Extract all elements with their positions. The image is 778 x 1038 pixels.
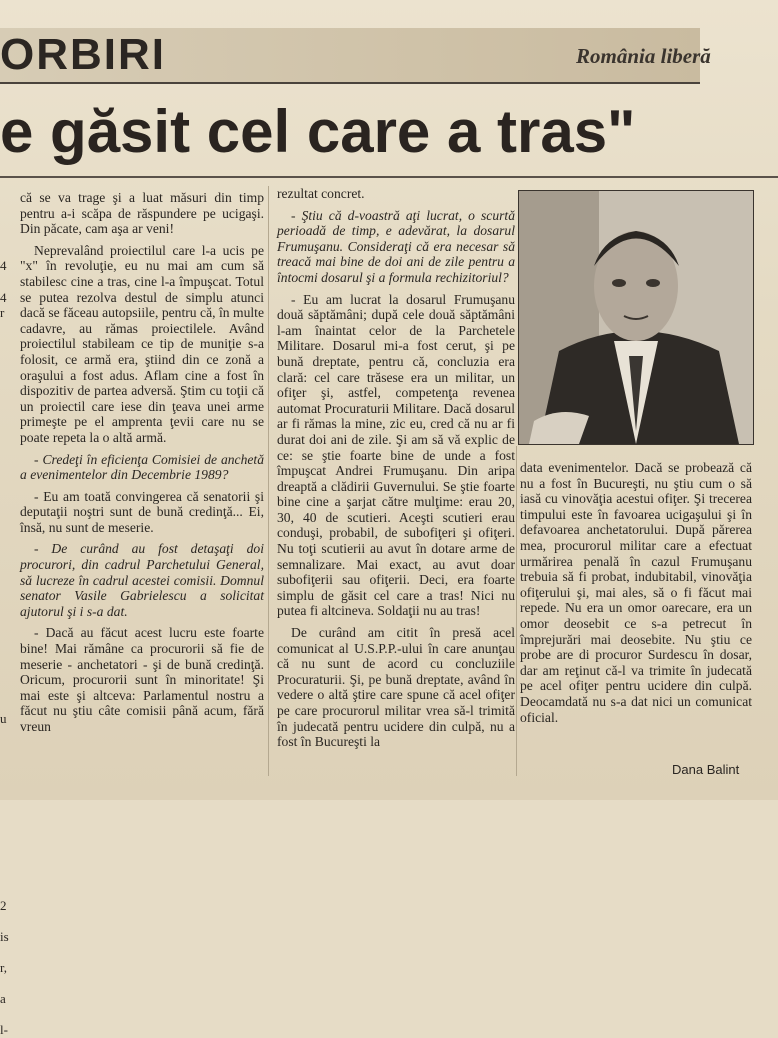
paragraph: - Eu am lucrat la dosarul Frumuşanu două săptămâni; după cele două săptămâni l-am înaintat celor de la Parchetele Militare. Dosarul mi-a fost cerut, şi pe bună dreptate, pentru că, concluzia era clară: cel care trăsese era un militar, un ofiţer şi, astfel, competenţa revenea automat Procuraturii Militare. Dacă dosarul ar fi rămas la mine, zic eu, cred că nu ar fi durat doi ani de zile. Şi am să vă explic de ce: se ştie foarte bine de unde a fost împuşcat Andrei Frumuşanu. Din aripa dreaptă a clădirii Guvernului. Se ştie foarte bine cine a şarjat către mulţime: erau 20, 30, 40 de scutieri. Aceşti scutieri erau conduşi, probabil, de subofiţeri şi ofiţeri. Nu toţi scutierii au avut în dotare arme de semnalizare. Mai exact, au avut doar subofiţerii sau ofiţerii. Deci, era foarte simplu de găsit cel care a tras! Nici nu putea fi altcineva. Soldaţii nu au tras!: [277, 291, 515, 619]
clipped-text-fragment: [0, 196, 14, 212]
clipped-text-fragment: [0, 695, 14, 711]
clipped-text-fragment: [0, 243, 14, 259]
clipped-text-fragment: 4: [0, 258, 7, 274]
clipped-text-fragment: [0, 851, 14, 867]
clipped-text-fragment: [0, 352, 14, 368]
clipped-text-fragment: [0, 508, 14, 524]
clipped-text-fragment: [0, 633, 14, 649]
clipped-column-fragments: [0, 196, 14, 1038]
clipped-text-fragment: [0, 976, 14, 992]
clipped-text-fragment: [0, 414, 14, 430]
paragraph: De curând am citit în presă acel comunicat al U.S.P.P.-ului în care anunţau că nu sunt de acord cu concluziile Procuraturii. Şi, pe bună dreptate, având în vedere o altă ştire care spune că acel ofiţer pe care procurorul militar vrea să-l trimită în judecată pentru ucidere din culpă, nu a fost în Bucureşti la: [277, 625, 515, 750]
clipped-text-fragment: [0, 368, 14, 384]
paragraph: - Eu am toată convingerea că senatorii şi deputaţii noştri sunt de bună credinţă... Ei, însă, nu sunt de meserie.: [20, 488, 264, 535]
paragraph: că se va trage şi a luat măsuri din timp pentru a-i scăpa de răspundere pe ucigaşi. Din păcate, cam aşa ar veni!: [20, 190, 264, 237]
portrait-photo: [518, 190, 754, 445]
clipped-text-fragment: [0, 945, 14, 961]
clipped-text-fragment: [0, 757, 14, 773]
clipped-text-fragment: [0, 789, 14, 805]
clipped-text-fragment: [0, 555, 14, 571]
clipped-text-fragment: [0, 820, 14, 836]
clipped-text-fragment: [0, 742, 14, 758]
paragraph: data evenimentelor. Dacă se probează că nu a fost în Bucureşti, nu ştiu cum o să iasă cu vinovăţia acestui ofiţer. Şi trecerea timpului este în favoarea ucigaşului şi în defavoarea anchetatorului. După părerea mea, procurorul militar care a efectuat urmărirea penală în cazul Frumuşanu trebuia să fi probat, indubitabil, vinovăţia ofiţerului şi, mai ales, să o fi făcut mai repede. Nu era un omor oarecare, era un omor deosebit ce s-a petrecut în împrejurări mai deosebite. Nu ştiu ce probe are di procuror Surdescu în dosar, dar am reţinut că-l va trimite în judecată pe acel ofiţer pentru ucidere din culpă. Deocamdată nu s-a dat nici un comunicat oficial.: [520, 460, 752, 725]
clipped-text-fragment: [0, 274, 14, 290]
headline-rule: [0, 176, 778, 178]
clipped-text-fragment: [0, 446, 14, 462]
article-column-2: [277, 186, 515, 756]
clipped-text-fragment: [0, 570, 14, 586]
clipped-text-fragment: [0, 835, 14, 851]
clipped-text-fragment: [0, 399, 14, 415]
clipped-text-fragment: [0, 804, 14, 820]
paragraph: - Dacă au făcut acest lucru este foarte bine! Mai rămâne ca procurorii să fie de meserie - anchetatori - şi de bună credinţă. Oricum, procurorii sunt în minoritate! Şi mai este şi altceva: Parlamentul nostru a făcut nu ştiu câte comisii până acum, fără vreun: [20, 625, 264, 734]
clipped-text-fragment: [0, 726, 14, 742]
section-title: ORBIRI: [0, 30, 166, 79]
clipped-text-fragment: [0, 523, 14, 539]
column-divider: [516, 446, 517, 776]
clipped-text-fragment: [0, 648, 14, 664]
clipped-text-fragment: [0, 430, 14, 446]
clipped-text-fragment: [0, 617, 14, 633]
clipped-text-fragment: [0, 477, 14, 493]
clipped-text-fragment: r,: [0, 960, 8, 976]
article-column-1: [20, 190, 264, 741]
clipped-text-fragment: 2: [0, 897, 7, 913]
clipped-text-fragment: [0, 492, 14, 508]
author-byline: Dana Balint: [672, 762, 740, 777]
clipped-text-fragment: [0, 882, 14, 898]
clipped-text-fragment: is: [0, 928, 9, 944]
clipped-text-fragment: [0, 539, 14, 555]
clipped-text-fragment: 4: [0, 289, 7, 305]
clipped-text-fragment: [0, 867, 14, 883]
clipped-text-fragment: [0, 383, 14, 399]
clipped-text-fragment: r: [0, 305, 5, 321]
clipped-text-fragment: [0, 321, 14, 337]
clipped-text-fragment: a: [0, 991, 6, 1007]
clipped-text-fragment: [0, 227, 14, 243]
clipped-text-fragment: [0, 461, 14, 477]
clipped-text-fragment: [0, 1007, 14, 1023]
clipped-text-fragment: [0, 773, 14, 789]
paragraph: Neprevalând proiectilul care l-a ucis pe "x" în revoluţie, eu nu mai am cum să stabilesc cine a tras, cine l-a împuşcat. Totul se putea rezolva destul de simplu atunci dacă se făceau autopsiile, pentru că, în multe cadavre, au rămas proiectilele. Având proiectilul stabileam ce tip de muniţie s-a folosit, ce armă era, ştiind din ce zonă a oraşului a fost adus. Aflam cine a fost în dispozitiv de partea adversă. Ştim cu toţii că un proiectil care iese din ţeava unei arme primeşte pe el amprenta ţevii care nu se poate repeta la o altă armă.: [20, 242, 264, 445]
question: - Credeţi în eficienţa Comisiei de anchetă a evenimentelor din Decembrie 1989?: [20, 451, 264, 483]
clipped-text-fragment: [0, 586, 14, 602]
clipped-text-fragment: [0, 913, 14, 929]
headline: e găsit cel care a tras": [0, 98, 636, 165]
question: - Ştiu că d-voastră aţi lucrat, o scurtă perioadă de timp, e adevărat, la dosarul Frumuşanu. Consideraţi că era necesar să treacă mai bine de doi ani de zile pentru a întocmi dosarul şi a formula rechizitoriul?: [277, 207, 515, 285]
clipped-text-fragment: l-: [0, 1022, 8, 1038]
portrait-figure: [519, 191, 753, 444]
clipped-text-fragment: u: [0, 710, 7, 726]
clipped-text-fragment: [0, 664, 14, 680]
clipped-text-fragment: [0, 336, 14, 352]
column-divider: [268, 186, 269, 776]
question: - De curând au fost detaşaţi doi procurori, din cadrul Parchetului General, să lucreze în cadrul acestei comisii. Domnul senator Vasile Gabrielescu a solicitat ajutorul şi i s-a dat.: [20, 541, 264, 619]
clipped-text-fragment: [0, 212, 14, 228]
clipped-text-fragment: [0, 679, 14, 695]
masthead: România liberă: [576, 44, 711, 68]
article-column-3: [520, 460, 752, 731]
paragraph: rezultat concret.: [277, 186, 365, 201]
clipped-text-fragment: [0, 601, 14, 617]
